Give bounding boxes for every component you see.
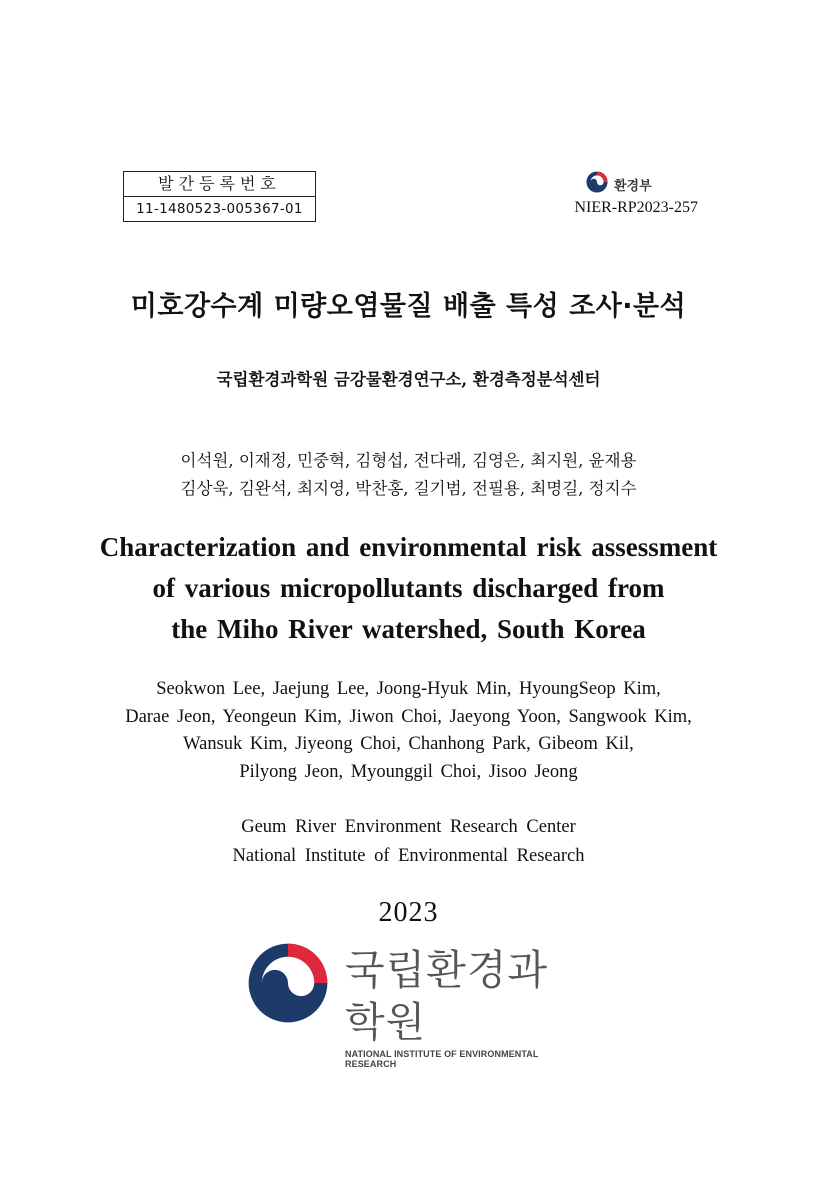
registration-number-box [123,171,316,222]
korean-organization: 국립환경과학원 금강물환경연구소, 환경측정분석센터 [216,370,601,389]
korean-authors [0,447,817,503]
report-number: NIER-RP2023-257 [574,199,698,216]
korean-authors-line: 이석원, 이재정, 민중혁, 김형섭, 전다래, 김영은, 최지원, 윤재용 [180,451,637,470]
english-title-line: Characterization and environmental risk assessment [99,532,718,562]
english-authors [0,676,817,786]
korean-title: 미호강수계 미량오염물질 배출 특성 조사·분석 [130,291,687,322]
ministry-name: 환경부 [614,178,652,194]
english-authors-line: Darae Jeon, Yeongeun Kim, Jiwon Choi, Jaeyong Yoon, Sangwook Kim, [125,706,692,727]
english-authors-line: Pilyong Jeon, Myounggil Choi, Jisoo Jeong [239,761,578,782]
english-title-line: the Miho River watershed, South Korea [171,614,646,644]
english-title [0,527,817,650]
korean-authors-line: 김상욱, 김완석, 최지영, 박찬홍, 길기범, 전필용, 최명길, 정지수 [180,479,637,498]
english-organization-line: National Institute of Environmental Research [232,846,585,866]
registration-number: 11-1480523-005367-01 [136,201,303,217]
institute-korean-name: 국립환경과학원 [345,946,549,1046]
english-title-line: of various micropollutants discharged from [152,573,665,603]
publication-year: 2023 [378,897,439,928]
english-organization-line: Geum River Environment Research Center [241,817,576,837]
english-authors-line: Seokwon Lee, Jaejung Lee, Joong-Hyuk Min, HyoungSeop Kim, [156,679,661,699]
ministry-logo [586,172,696,196]
taegeuk-emblem-icon [247,942,329,1029]
registration-label: 발간등록번호 [124,172,315,197]
english-organization [0,813,817,871]
taegeuk-emblem-icon [586,171,608,198]
institute-english-name: NATIONAL INSTITUTE OF ENVIRONMENTAL RESEARCH [345,1049,539,1069]
institute-logo [247,940,587,1069]
english-authors-line: Wansuk Kim, Jiyeong Choi, Chanhong Park, Gibeom Kil, [183,734,634,754]
